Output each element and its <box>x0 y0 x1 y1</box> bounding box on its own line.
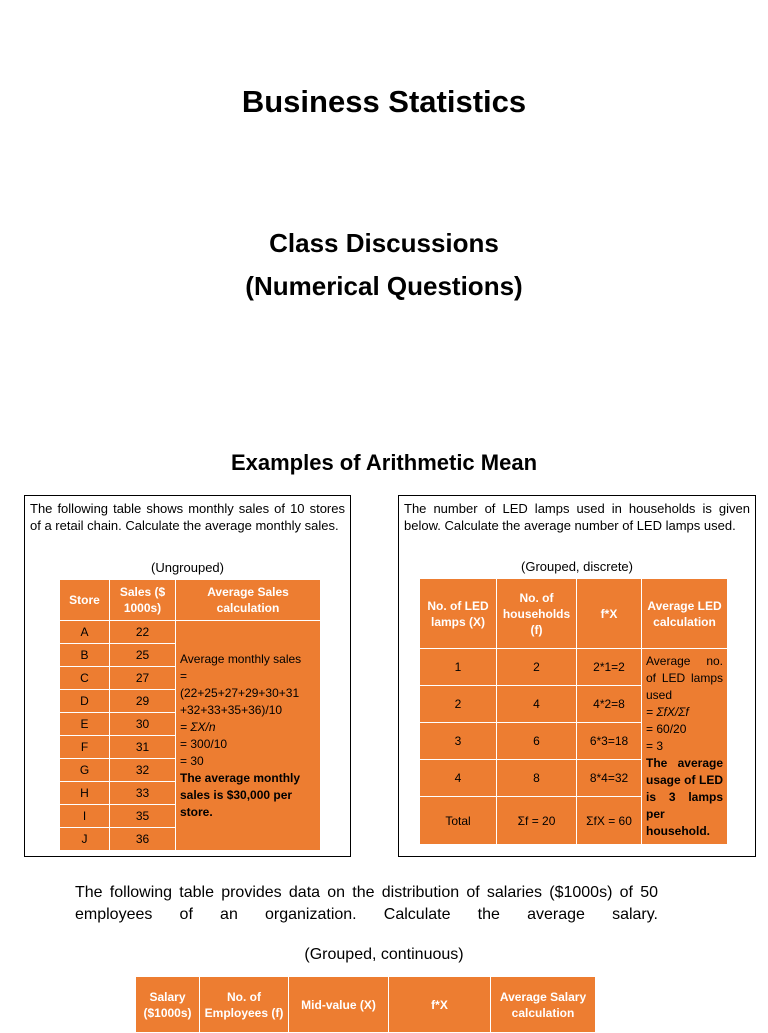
table-row-store: C <box>60 667 110 690</box>
table-row-x: 3 <box>420 723 497 760</box>
calc-line: (22+25+27+29+30+31 <box>180 685 300 700</box>
calc-line: = ΣfX/Σf <box>646 705 689 719</box>
table-row-f: Σf = 20 <box>497 797 577 845</box>
table-row-store: J <box>60 828 110 851</box>
table-row-sales: 33 <box>110 782 176 805</box>
calc-line: = ΣX/n <box>180 719 216 734</box>
table-row-sales: 30 <box>110 713 176 736</box>
grouped-discrete-description: The number of LED lamps used in households is given below. Calculate the average number of LED lamps used. <box>404 501 750 533</box>
page-title: Business Statistics <box>241 84 527 119</box>
calc-line: = 3 <box>646 739 664 753</box>
table-row-f: 8 <box>497 760 577 797</box>
header-average-calculation: Average Sales calculation <box>176 580 321 621</box>
table-row-sales: 27 <box>110 667 176 690</box>
table-row-sales: 36 <box>110 828 176 851</box>
table-row-sales: 32 <box>110 759 176 782</box>
header-average-salary-calculation: Average Salary calculation <box>491 977 596 1033</box>
table-row-f: 6 <box>497 723 577 760</box>
table-row-store: F <box>60 736 110 759</box>
header-led-lamps: No. of LED lamps (X) <box>420 579 497 649</box>
ungrouped-caption: (Ungrouped) <box>151 560 224 575</box>
salary-caption: (Grouped, continuous) <box>304 946 464 963</box>
header-sales: Sales ($ 1000s) <box>110 580 176 621</box>
table-row-x: 2 <box>420 686 497 723</box>
table-row-sales: 29 <box>110 690 176 713</box>
subtitle-line-1: Class Discussions <box>269 228 499 258</box>
header-households: No. of households (f) <box>497 579 577 649</box>
table-row-store: G <box>60 759 110 782</box>
header-fx: f*X <box>577 579 642 649</box>
table-row-sales: 22 <box>110 621 176 644</box>
average-sales-calculation <box>176 621 321 851</box>
header-salary: Salary ($1000s) <box>136 977 200 1033</box>
table-row-sales: 31 <box>110 736 176 759</box>
header-fx: f*X <box>389 977 491 1033</box>
calc-conclusion: The average usage of LED is 3 lamps per household. <box>646 756 723 838</box>
grouped-discrete-example-panel <box>398 495 756 857</box>
table-row-sales: 35 <box>110 805 176 828</box>
table-row-fx: 2*1=2 <box>577 649 642 686</box>
table-row-f: 2 <box>497 649 577 686</box>
header-mid-value: Mid-value (X) <box>289 977 389 1033</box>
header-employees: No. of Employees (f) <box>200 977 289 1033</box>
table-row-store: I <box>60 805 110 828</box>
calc-conclusion: The average monthly sales is $30,000 per store. <box>180 770 301 819</box>
calc-line: = 60/20 <box>646 722 687 736</box>
table-row-f: 4 <box>497 686 577 723</box>
calc-line: Average monthly sales <box>180 651 302 666</box>
table-row-fx: 4*2=8 <box>577 686 642 723</box>
table-row-fx: 8*4=32 <box>577 760 642 797</box>
table-row-fx: 6*3=18 <box>577 723 642 760</box>
calc-line: +32+33+35+36)/10 <box>180 702 283 717</box>
salary-table <box>135 976 596 1033</box>
table-row-store: H <box>60 782 110 805</box>
header-average-led-calculation: Average LED calculation <box>642 579 728 649</box>
section-heading: Examples of Arithmetic Mean <box>230 450 538 475</box>
table-row-fx: ΣfX = 60 <box>577 797 642 845</box>
ungrouped-example-panel <box>24 495 351 857</box>
table-row-sales: 25 <box>110 644 176 667</box>
store-sales-table <box>59 579 321 851</box>
calc-line: = 30 <box>180 753 204 768</box>
ungrouped-description: The following table shows monthly sales of 10 stores of a retail chain. Calculate the average monthly sales. <box>30 501 345 533</box>
subtitle-line-2: (Numerical Questions) <box>245 271 523 301</box>
table-row-x: 4 <box>420 760 497 797</box>
grouped-discrete-caption: (Grouped, discrete) <box>521 559 633 574</box>
table-row-store: E <box>60 713 110 736</box>
calc-line: Average no. of LED lamps used <box>646 654 723 702</box>
table-row-x: Total <box>420 797 497 845</box>
table-row-store: A <box>60 621 110 644</box>
salary-description: The following table provides data on the distribution of salaries ($1000s) of 50 employees of an organization. Calculate the average salary. <box>75 884 658 923</box>
table-row-x: 1 <box>420 649 497 686</box>
led-lamps-table <box>419 578 728 845</box>
table-row-store: D <box>60 690 110 713</box>
average-led-calculation <box>642 649 728 845</box>
calc-line: = 300/10 <box>180 736 228 751</box>
table-row-store: B <box>60 644 110 667</box>
calc-line: = <box>180 668 188 683</box>
header-store: Store <box>60 580 110 621</box>
